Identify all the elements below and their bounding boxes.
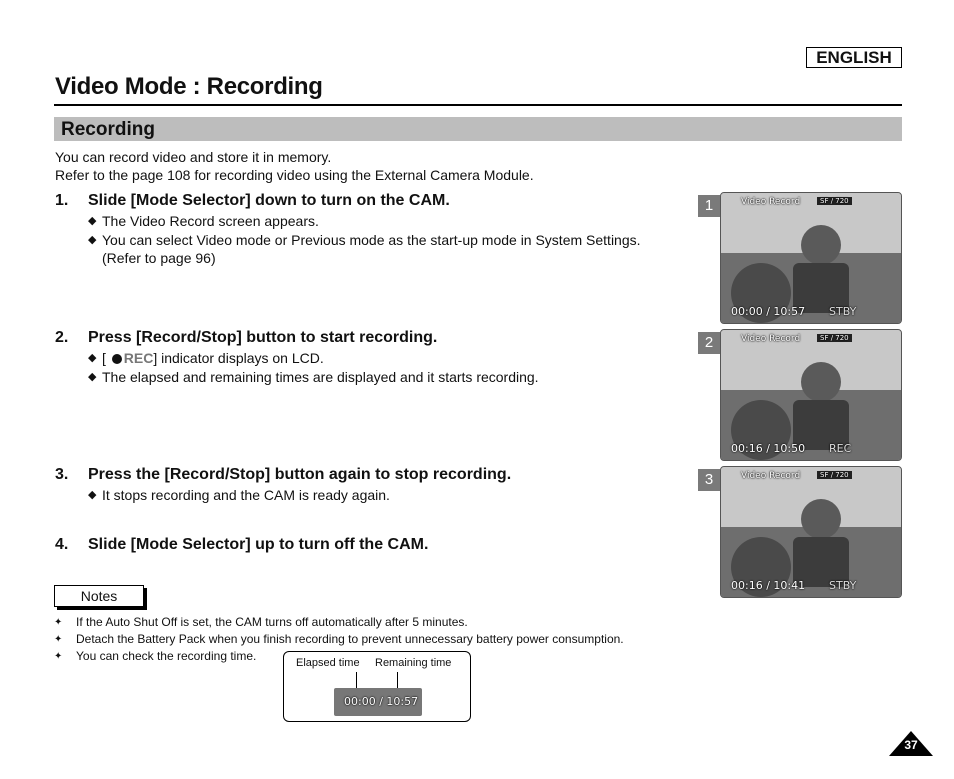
step-3-bullet-1: ◆ It stops recording and the CAM is ready again. [88,486,390,505]
step-4-text: Slide [Mode Selector] up to turn off the CAM. [88,536,429,553]
screen-2 [720,329,902,461]
rec-dot-icon [112,354,122,364]
rec-bullet-text: ] indicator displays on LCD. [153,350,324,366]
intro-text [55,148,534,184]
section-bar [54,117,902,141]
time-readout: 00:00 / 10:57 [344,695,419,708]
step-1-bullet-2: ◆ You can select Video mode or Previous mode as the start-up mode in System Settings. [88,231,641,250]
screen-1 [720,192,902,324]
screen-2-mode: Video Record [741,334,801,344]
screen-2-time: 00:16 / 10:50 [731,442,806,455]
step-2-bullets [88,349,539,386]
section-title: Recording [61,119,155,140]
step-3-bullets [88,486,390,505]
screen-1-status: STBY [829,305,857,318]
step-3-number: 3. [55,466,69,483]
screen-2-number: 2 [698,332,720,354]
step-1-title [55,192,450,210]
note-item-2: ✦ Detach the Battery Pack when you finish recording to prevent unnecessary battery power consumption. [54,631,624,648]
step-4-title [55,536,428,554]
step-2-number: 2. [55,329,69,346]
screen-1-time: 00:00 / 10:57 [731,305,806,318]
step-1-bullet-1: ◆ The Video Record screen appears. [88,212,641,231]
screen-3-res: SF / 720 [817,471,852,479]
screen-3-number: 3 [698,469,720,491]
time-diagram [283,651,471,722]
screen-3-mode: Video Record [741,471,801,481]
step-1-bullets [88,212,641,268]
screen-1-res: SF / 720 [817,197,852,205]
screen-1-number: 1 [698,195,720,217]
step-1-text: Slide [Mode Selector] down to turn on the CAM. [88,192,450,209]
page-number [889,731,933,756]
screen-2-status: REC [829,442,852,455]
elapsed-time-label: Elapsed time [296,657,360,669]
screen-1-mode: Video Record [741,197,801,207]
language-badge: ENGLISH [806,47,902,68]
page-title: Video Mode : Recording [55,73,323,100]
time-readout-strip [334,688,422,716]
screen-3 [720,466,902,598]
step-2-title [55,329,437,347]
title-rule [54,104,902,106]
screen-3-status: STBY [829,579,857,592]
step-4-number: 4. [55,536,69,553]
step-3-title [55,466,511,484]
step-2-bullet-1 [88,349,539,368]
step-3-text: Press the [Record/Stop] button again to stop recording. [88,466,512,483]
rec-indicator-word: REC [123,350,154,366]
step-2-bullet-2: ◆ The elapsed and remaining times are displayed and it starts recording. [88,368,539,387]
screen-2-res: SF / 720 [817,334,852,342]
rec-bracket-open: [ [102,350,106,366]
step-2-text: Press [Record/Stop] button to start recording. [88,329,438,346]
notes-label: Notes [54,585,144,607]
step-1-number: 1. [55,192,69,209]
intro-line-1: You can record video and store it in memory. [55,149,332,165]
screen-3-time: 00:16 / 10:41 [731,579,806,592]
remaining-time-label: Remaining time [375,657,452,669]
intro-line-2: Refer to the page 108 for recording video using the External Camera Module. [55,167,534,183]
note-item-1: ✦ If the Auto Shut Off is set, the CAM turns off automatically after 5 minutes. [54,614,624,631]
page-number-text: 37 [904,738,918,752]
step-1-bullet-2-cont: (Refer to page 96) [102,250,216,266]
note-item-3: ✦ You can check the recording time. [54,648,624,665]
